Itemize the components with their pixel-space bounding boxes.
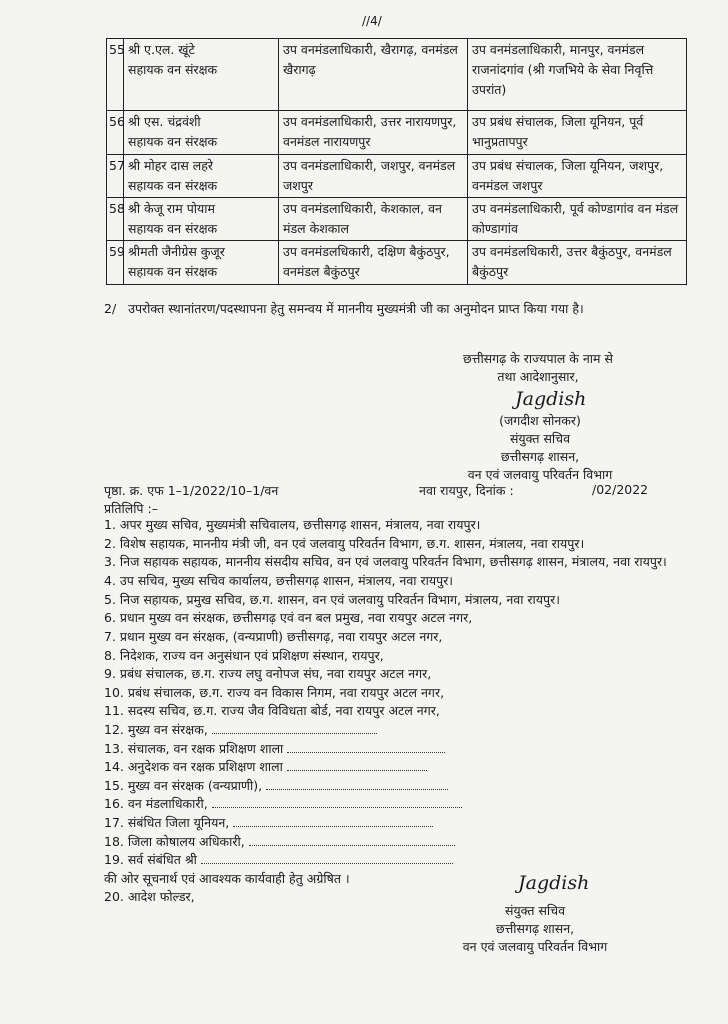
signatory-govt: छत्तीसगढ़ शासन, <box>500 449 580 464</box>
officer-cell <box>124 155 279 198</box>
officer-cell <box>124 39 279 111</box>
copy-list-item <box>104 647 694 666</box>
signatory-2-block <box>425 902 645 956</box>
endorsement-header <box>104 482 664 518</box>
new-posting-cell <box>468 155 687 198</box>
fill-line <box>233 816 433 827</box>
endorsement-number: पृष्ठा. क्र. एफ 1–1/2022/10–1/वन <box>104 483 279 498</box>
copy-list-item <box>104 516 694 535</box>
serial-number: 58 <box>109 201 125 216</box>
copy-list-text: 19. सर्व संबंधित श्री <box>104 852 197 868</box>
copy-list-item <box>104 851 694 870</box>
copy-list-item <box>104 553 694 570</box>
current-posting-cell <box>279 39 468 111</box>
page-number: //4/ <box>362 14 382 28</box>
officer-name: श्री ए.एल. खूंटे <box>128 42 195 57</box>
copy-list-text: 3. निज सहायक सहायक, माननीय संसदीय सचिव, वन एवं जलवायु परिवर्तन विभाग, छत्तीसगढ़ शासन, मंत्रालय, नवा रायपुर। <box>104 554 667 570</box>
copy-list-text: 14. अनुदेशक वन रक्षक प्रशिक्षण शाला <box>104 759 283 775</box>
officer-designation: सहायक वन संरक्षक <box>128 264 218 279</box>
current-posting-cell <box>279 241 468 285</box>
copy-list-item <box>104 795 694 814</box>
serial-cell <box>107 198 124 241</box>
fill-line <box>201 853 453 864</box>
new-posting-cell <box>468 39 687 111</box>
officer-cell <box>124 111 279 155</box>
copy-list-text: 8. निदेशक, राज्य वन अनुसंधान एवं प्रशिक्षण संस्थान, रायपुर, <box>104 647 384 663</box>
copy-list-item <box>104 740 694 759</box>
copy-list-text: 7. प्रधान मुख्य वन संरक्षक, (वन्यप्राणी) छत्तीसगढ़, नवा रायपुर अटल नगर, <box>104 628 443 644</box>
copy-list-text: 6. प्रधान मुख्य वन संरक्षक, छत्तीसगढ़ एवं वन बल प्रमुख, नवा रायपुर अटल नगर, <box>104 610 473 626</box>
officer-name: श्रीमती जैनीग्रेस कुजूर <box>128 244 225 259</box>
serial-number: 57 <box>109 158 125 173</box>
copy-list-item <box>104 628 694 647</box>
copy-list-text: 2. विशेष सहायक, माननीय मंत्री जी, वन एवं जलवायु परिवर्तन विभाग, छ.ग. शासन, मंत्रालय, नवा रायपुर। <box>104 535 585 551</box>
table-row <box>107 39 687 111</box>
current-posting: उप वनमंडलाधिकारी, केशकाल, वन मंडल केशकाल <box>283 201 442 236</box>
copy-list-item <box>104 870 694 889</box>
copy-list-text: 5. निज सहायक, प्रमुख सचिव, छ.ग. शासन, वन एवं जलवायु परिवर्तन विभाग, मंत्रालय, नवा रायपुर। <box>104 591 560 607</box>
serial-cell <box>107 241 124 285</box>
copy-list-item <box>104 777 694 796</box>
copy-list-item <box>104 665 694 684</box>
copy-list-item <box>104 535 694 554</box>
by-order-line1: छत्तीसगढ़ के राज्यपाल के नाम से <box>463 351 613 366</box>
copy-list-text: 13. संचालक, वन रक्षक प्रशिक्षण शाला <box>104 740 284 756</box>
officer-designation: सहायक वन संरक्षक <box>128 134 218 149</box>
signatory-name: (जगदीश सोनकर) <box>499 413 581 428</box>
new-posting-cell <box>468 111 687 155</box>
fill-line <box>287 760 427 771</box>
place-date-label: नवा रायपुर, दिनांक : <box>419 483 514 498</box>
fill-line <box>249 835 455 846</box>
signatory-dept: वन एवं जलवायु परिवर्तन विभाग <box>467 467 613 482</box>
copy-list-text: 16. वन मंडलाधिकारी, <box>104 796 208 812</box>
copy-list-text: 17. संबंधित जिला यूनियन, <box>104 814 230 830</box>
by-order-block <box>448 350 628 386</box>
fill-line <box>287 742 445 753</box>
transfer-table <box>106 38 687 285</box>
serial-cell <box>107 155 124 198</box>
new-posting: उप वनमंडलाधिकारी, पूर्व कोण्डागांव वन मंडल कोण्डागांव <box>472 201 679 236</box>
date-value: /02/2022 <box>592 482 649 497</box>
paragraph-2-text: उपरोक्त स्थानांतरण/पदस्थापना हेतु समन्वय में माननीय मुख्यमंत्री जी का अनुमोदन प्राप्त किया गया है। <box>128 301 584 316</box>
signature-2: Jagdish <box>518 872 590 894</box>
serial-number: 56 <box>109 114 125 129</box>
signatory-title: संयुक्त सचिव <box>509 431 571 446</box>
paragraph-2 <box>104 296 690 321</box>
by-order-line2: तथा आदेशानुसार, <box>497 369 579 384</box>
officer-name: श्री मोहर दास लहरे <box>128 158 214 173</box>
copy-list-item <box>104 702 694 721</box>
copy-list-text: 1. अपर मुख्य सचिव, मुख्यमंत्री सचिवालय, छत्तीसगढ़ शासन, मंत्रालय, नवा रायपुर। <box>104 517 481 532</box>
copy-list-text: 20. आदेश फोल्डर, <box>104 889 195 905</box>
copy-list-item <box>104 721 694 740</box>
current-posting-cell <box>279 198 468 241</box>
table-row <box>107 198 687 241</box>
copy-list-text: 12. मुख्य वन संरक्षक, <box>104 721 208 737</box>
paragraph-2-number: 2/ <box>104 301 117 316</box>
copy-list-text: 4. उप सचिव, मुख्य सचिव कार्यालय, छत्तीसगढ़ शासन, मंत्रालय, नवा रायपुर। <box>104 573 454 589</box>
signature-1: Jagdish <box>515 388 587 410</box>
table-row <box>107 241 687 285</box>
current-posting: उप वनमंडलधिकारी, दक्षिण बैकुंठपुर, वनमंडल बैकुंठपुर <box>283 244 450 279</box>
officer-name: श्री एस. चंद्रवंशी <box>128 114 201 129</box>
new-posting: उप प्रबंध संचालक, जिला यूनियन, पूर्व भानुप्रतापपुर <box>472 114 644 149</box>
officer-cell <box>124 198 279 241</box>
new-posting-cell <box>468 241 687 285</box>
officer-designation: सहायक वन संरक्षक <box>128 221 218 236</box>
fill-line <box>212 797 462 808</box>
copy-list-text: की ओर सूचनार्थ एवं आवश्यक कार्यवाही हेतु अग्रेषित । <box>104 870 350 886</box>
serial-cell <box>107 111 124 155</box>
table-row <box>107 155 687 198</box>
new-posting-cell <box>468 198 687 241</box>
fill-line <box>266 779 448 790</box>
copy-list-item <box>104 572 694 591</box>
copy-list-item <box>104 814 694 833</box>
copy-list <box>104 516 694 907</box>
signatory-2-govt: छत्तीसगढ़ शासन, <box>495 921 575 936</box>
copy-list-text: 10. प्रबंध संचालक, छ.ग. राज्य वन विकास निगम, नवा रायपुर अटल नगर, <box>104 684 445 700</box>
copy-list-text: 15. मुख्य वन संरक्षक (वन्यप्राणी), <box>104 777 263 793</box>
officer-cell <box>124 241 279 285</box>
copy-list-item <box>104 591 694 610</box>
officer-designation: सहायक वन संरक्षक <box>128 62 218 77</box>
copy-list-item <box>104 684 694 703</box>
officer-name: श्री केजू राम पोयाम <box>128 201 216 216</box>
copy-to-label: प्रतिलिपि :– <box>104 501 158 516</box>
serial-number: 55 <box>109 42 125 57</box>
current-posting: उप वनमंडलाधिकारी, उत्तर नारायणपुर, वनमंडल नारायणपुर <box>283 114 457 149</box>
signatory-2-dept: वन एवं जलवायु परिवर्तन विभाग <box>462 939 608 954</box>
copy-list-item <box>104 833 694 852</box>
copy-list-item <box>104 609 694 628</box>
serial-number: 59 <box>109 244 125 259</box>
serial-cell <box>107 39 124 111</box>
copy-list-text: 11. सदस्य सचिव, छ.ग. राज्य जैव विविधता बोर्ड, नवा रायपुर अटल नगर, <box>104 703 440 719</box>
signatory-block <box>420 412 660 484</box>
new-posting: उप वनमंडलाधिकारी, मानपुर, वनमंडल राजनांदगांव (श्री गजभिये के सेवा निवृत्ति उपरांत) <box>472 42 654 97</box>
new-posting: उप प्रबंध संचालक, जिला यूनियन, जशपुर, वनमंडल जशपुर <box>472 158 664 193</box>
current-posting-cell <box>279 111 468 155</box>
copy-list-text: 18. जिला कोषालय अधिकारी, <box>104 833 245 849</box>
current-posting-cell <box>279 155 468 198</box>
copy-list-text: 9. प्रबंध संचालक, छ.ग. राज्य लघु वनोपज संघ, नवा रायपुर अटल नगर, <box>104 666 432 682</box>
signatory-2-title: संयुक्त सचिव <box>504 903 566 918</box>
new-posting: उप वनमंडलधिकारी, उत्तर बैकुंठपुर, वनमंडल बैकुंठपुर <box>472 244 672 279</box>
officer-designation: सहायक वन संरक्षक <box>128 178 218 193</box>
copy-list-item <box>104 758 694 777</box>
fill-line <box>212 723 377 734</box>
table-row <box>107 111 687 155</box>
current-posting: उप वनमंडलाधिकारी, खैरागढ़, वनमंडल खैरागढ़ <box>283 42 458 77</box>
current-posting: उप वनमंडलाधिकारी, जशपुर, वनमंडल जशपुर <box>283 158 456 193</box>
